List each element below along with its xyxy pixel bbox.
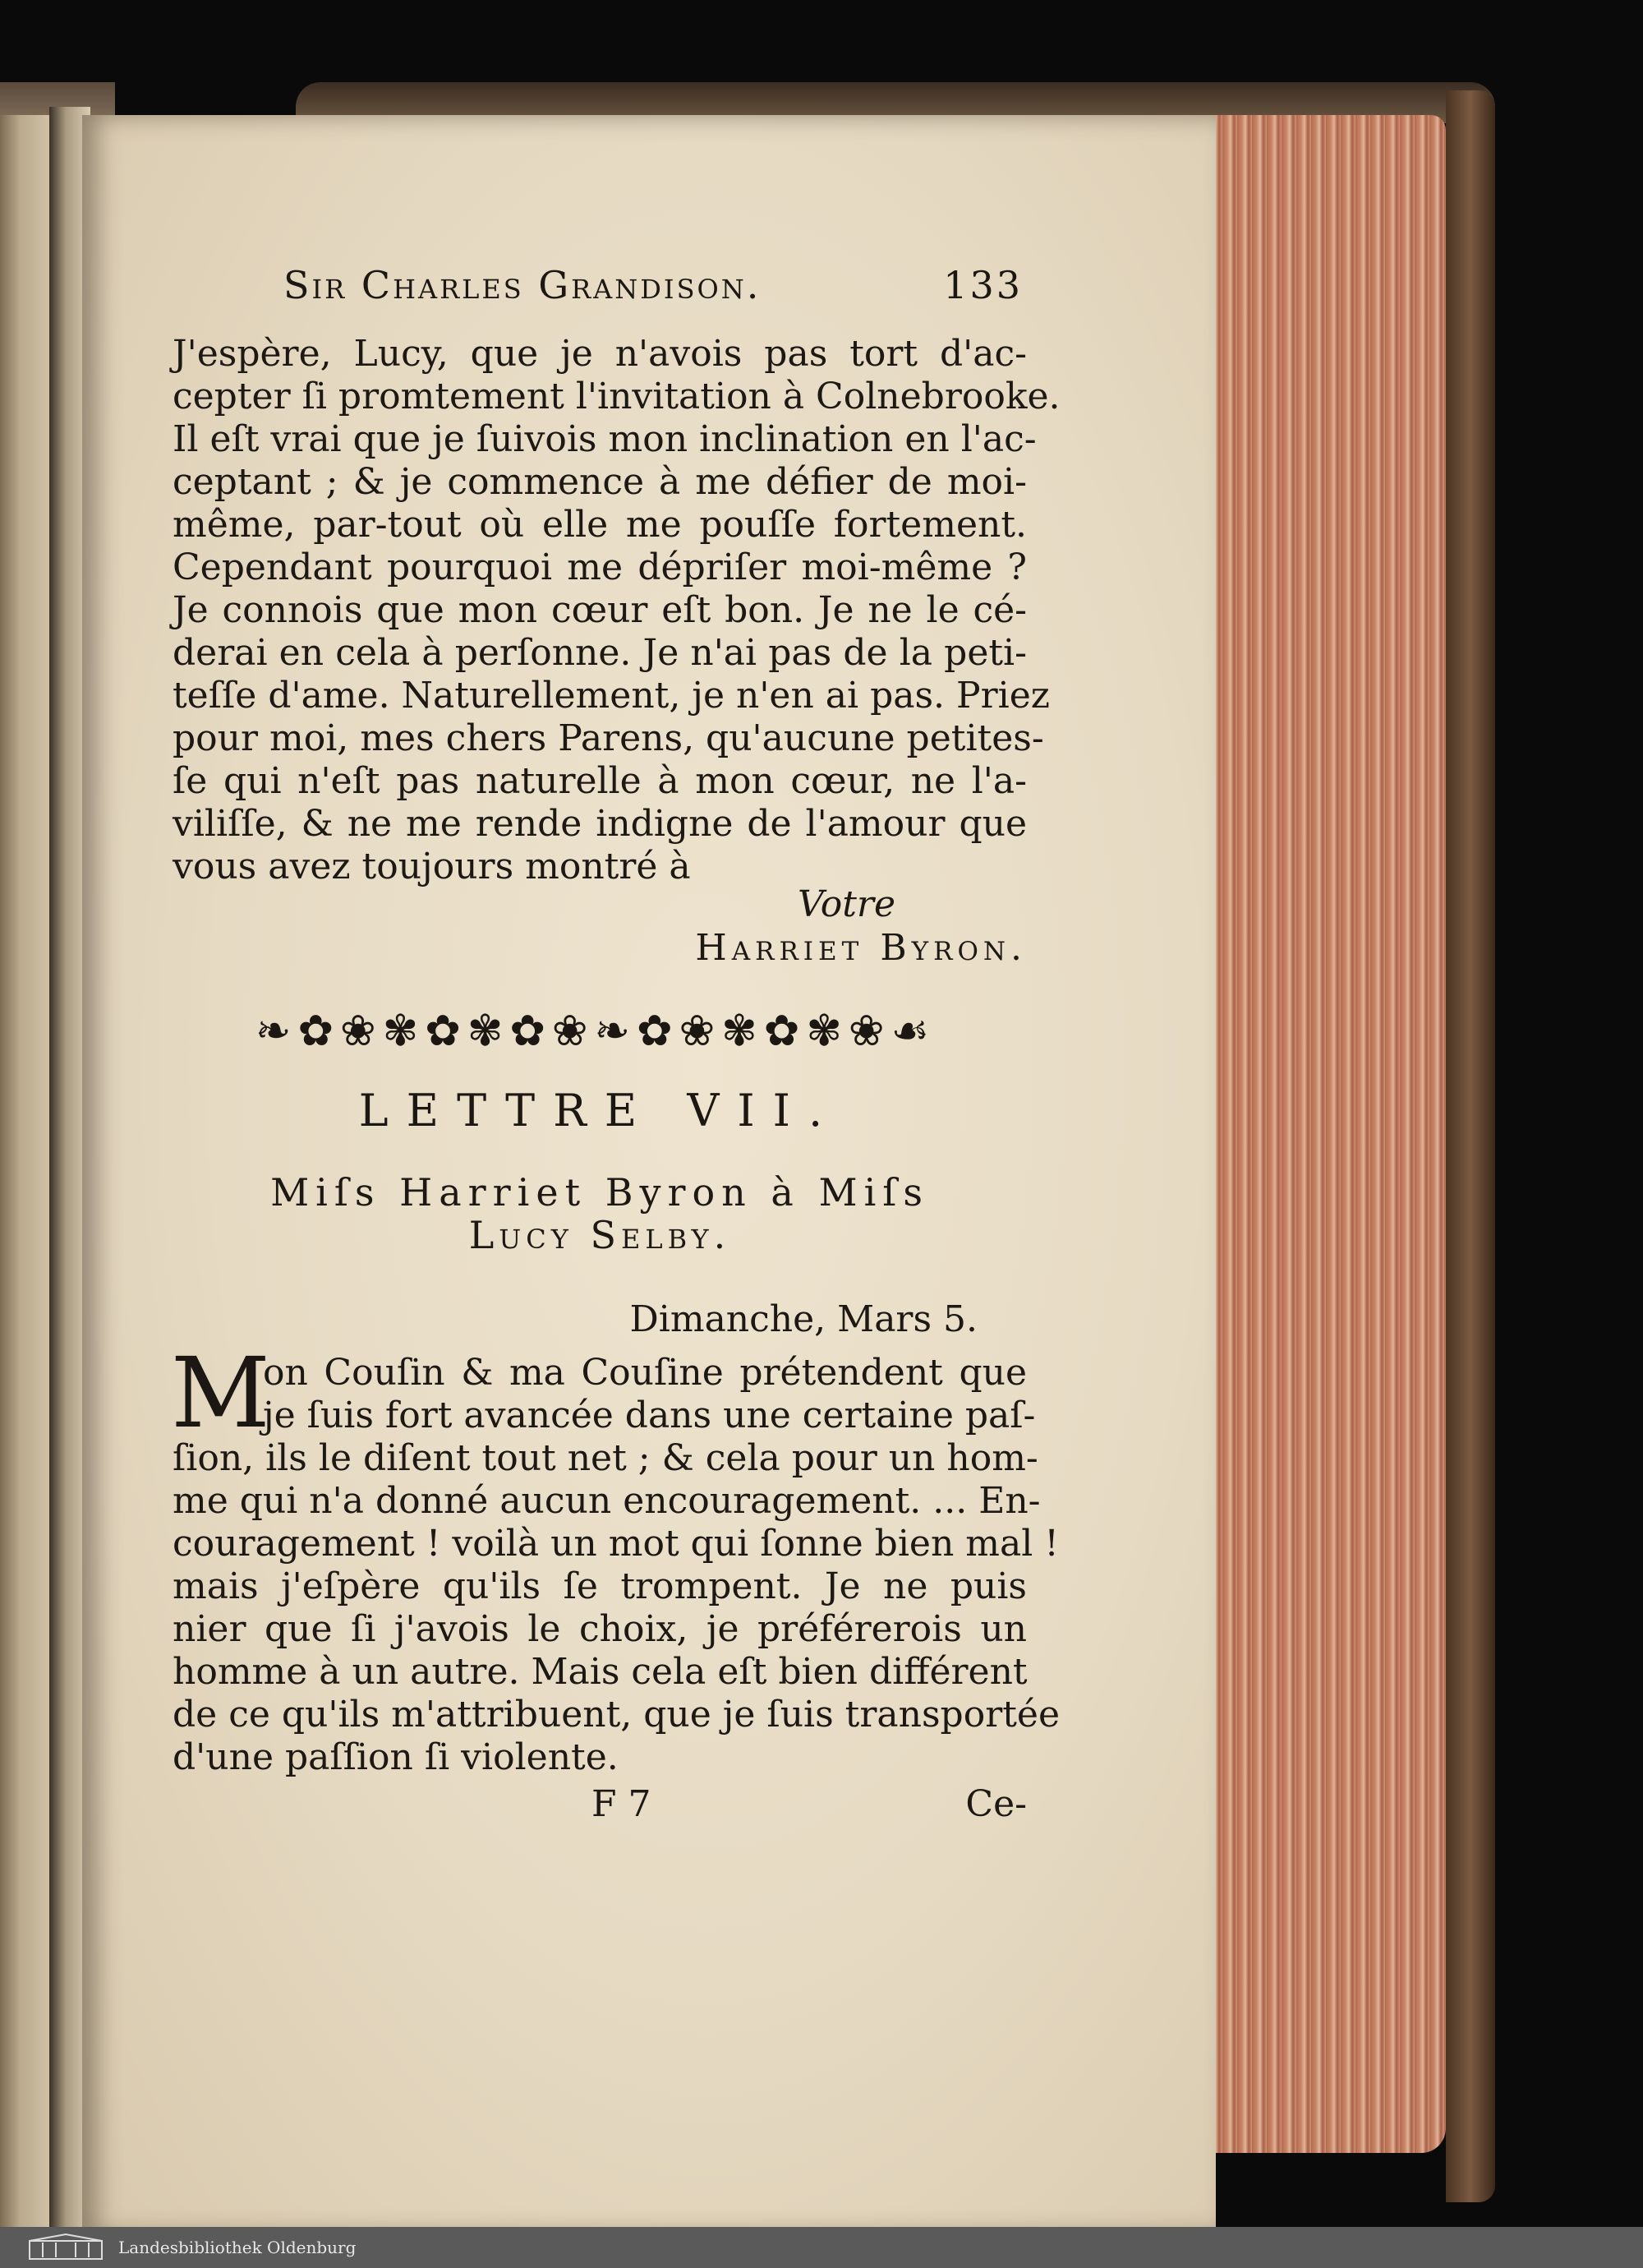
text-line: homme à un autre. Mais cela eſt bien différent [173, 1651, 1028, 1693]
text-line: vous avez toujours montré à [173, 846, 691, 887]
text-line: cepter ſi promtement l'invitation à Colnebrooke. [173, 376, 1061, 417]
letter-date: Dimanche, Mars 5. [629, 1298, 978, 1340]
page-block-edges [1208, 115, 1446, 2153]
text-line: je ſuis fort avancée dans une certaine paſ- [263, 1394, 1036, 1436]
text-line: couragement ! voilà un mot qui ſonne bien mal ! [173, 1523, 1059, 1565]
text-line: d'une paſſion ſi violente. [173, 1736, 619, 1778]
text-line: ſe qui n'eſt pas naturelle à mon cœur, ne l'a- [173, 760, 1027, 802]
ornament-glyphs: ❧✿❀✾✿✾✿❀❧✿❀✾✿✾❀☙ [255, 1007, 937, 1056]
library-logo-icon [25, 2231, 107, 2264]
left-page-edge [0, 115, 49, 2235]
letter-address-line2: Lucy Selby. [468, 1213, 731, 1257]
text-line: même, par-tout où elle me pouſſe fortement. [173, 504, 1027, 546]
text-line: Je connois que mon cœur eſt bon. Je ne le cé- [173, 589, 1027, 631]
closing-signature: Harriet Byron. [695, 927, 1027, 969]
page-number: 133 [943, 263, 1023, 307]
running-head-title: Sir Charles Grandison. [283, 263, 762, 307]
text-line: ſion, ils le diſent tout net ; & cela pour un hom- [173, 1437, 1038, 1479]
running-head [283, 263, 1023, 307]
text-line: viliſſe, & ne me rende indigne de l'amour que [173, 803, 1027, 845]
closing-votre: Votre [798, 883, 895, 925]
text-line: mais j'eſpère qu'ils ſe trompent. Je ne puis [173, 1565, 1027, 1607]
text-line: de ce qu'ils m'attribuent, que je ſuis transportée [173, 1694, 1060, 1736]
text-line: teſſe d'ame. Naturellement, je n'en ai pas. Priez [173, 675, 1050, 717]
footer-library-name: Landesbibliothek Oldenburg [118, 2238, 357, 2257]
ornament-band [173, 1007, 1019, 1056]
drop-cap: M [171, 1336, 270, 1450]
text-line: J'espère, Lucy, que je n'avois pas tort d'ac- [173, 333, 1027, 375]
letter-address-line1: Miſs Harriet Byron à Miſs [270, 1170, 929, 1215]
text-line: pour moi, mes chers Parens, qu'aucune petites- [173, 717, 1044, 759]
footer-bar [0, 2227, 1643, 2268]
text-line: derai en cela à perſonne. Je n'ai pas de la peti- [173, 632, 1027, 674]
text-line: me qui n'a donné aucun encouragement. ... En- [173, 1480, 1041, 1522]
text-line: nier que ſi j'avois le choix, je préférerois un [173, 1608, 1027, 1650]
text-line: on Couſin & ma Couſine prétendent que [263, 1352, 1027, 1394]
catchword: Ce- [965, 1783, 1027, 1825]
letter-title: LETTRE VII. [358, 1085, 841, 1136]
text-line: ceptant ; & je commence à me défier de moi- [173, 461, 1027, 503]
signature-mark: F 7 [591, 1783, 651, 1825]
text-line: Cependant pourquoi me dépriſer moi-même ? [173, 546, 1027, 588]
book-cover-right [1446, 90, 1495, 2202]
text-line: Il eſt vrai que je ſuivois mon inclination en l'ac- [173, 418, 1037, 460]
